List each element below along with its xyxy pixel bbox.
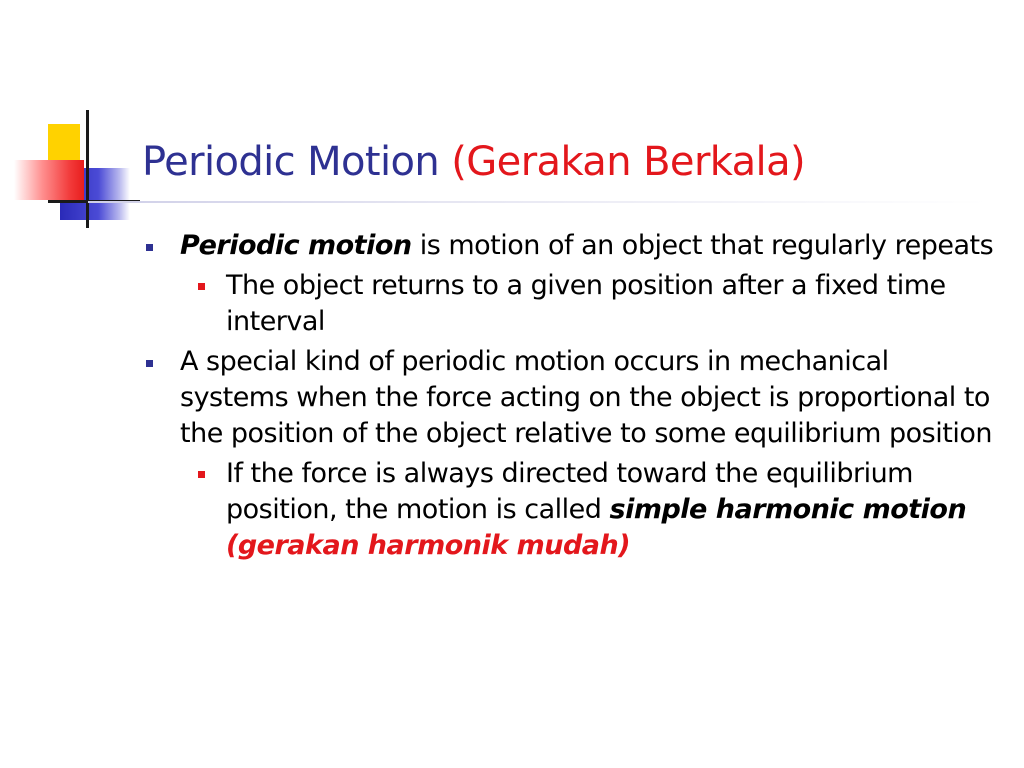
square-bullet-icon	[146, 244, 153, 251]
square-bullet-icon	[198, 283, 205, 290]
sub-bullet-text: If the force is always directed toward the equilibrium position, the motion is called	[226, 458, 913, 525]
title-main: Periodic Motion	[142, 139, 440, 185]
square-bullet-icon	[198, 471, 205, 478]
logo-vertical-line	[86, 110, 89, 228]
square-bullet-icon	[146, 360, 153, 367]
bullet-item	[146, 228, 996, 264]
bullet-text: A special kind of periodic motion occurs in mechanical systems when the force acting on the object is proportional to the position of the object relative to some equilibrium position	[180, 346, 992, 449]
bullet-text: is motion of an object that regularly repeats	[411, 230, 994, 261]
sub-bullet-item	[146, 268, 996, 340]
bullet-item	[146, 344, 996, 452]
title-divider	[88, 201, 988, 203]
term-simple-harmonic-motion: simple harmonic motion	[609, 494, 967, 525]
title-subtitle: (Gerakan Berkala)	[451, 139, 805, 185]
decorative-logo	[0, 0, 140, 240]
logo-red-bar	[14, 160, 84, 200]
slide-title	[142, 136, 805, 188]
sub-bullet-item	[146, 456, 996, 564]
sub-bullet-text: The object returns to a given position after a fixed time interval	[226, 270, 946, 337]
bullet-emphasis: Periodic motion	[180, 230, 412, 261]
slide-content	[146, 228, 996, 568]
term-translation: (gerakan harmonik mudah)	[226, 530, 631, 561]
